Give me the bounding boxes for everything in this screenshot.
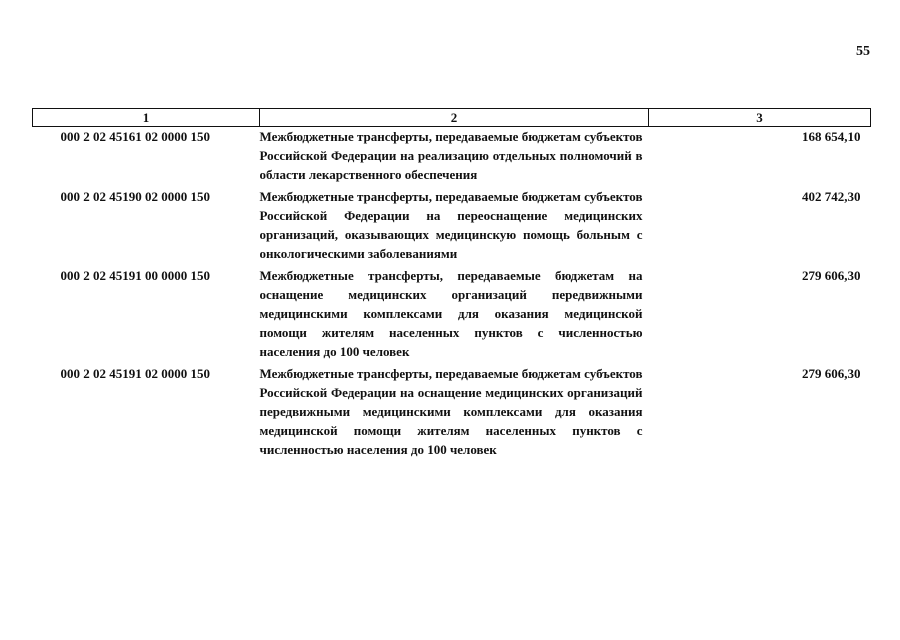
header-col-3: 3 [649, 109, 871, 127]
row-description [260, 187, 649, 266]
header-col-2: 2 [260, 109, 649, 127]
table-row [33, 266, 871, 364]
row-description [260, 364, 649, 462]
table-row [33, 364, 871, 462]
row-code: 000 2 02 45190 02 0000 150 [60, 189, 210, 204]
row-code: 000 2 02 45191 00 0000 150 [60, 268, 210, 283]
table-row [33, 127, 871, 188]
row-description-text: Межбюджетные трансферты, передаваемые бюджетам субъектов Российской Федерации на переоснащение медицинских организаций, оказывающих медицинскую помощь больным с онкологическими заболеваниями [259, 189, 643, 261]
row-description [260, 266, 649, 364]
table-body [33, 127, 871, 463]
row-amount: 279 606,30 [802, 268, 861, 283]
row-description-text: Межбюджетные трансферты, передаваемые бюджетам субъектов Российской Федерации на оснащение медицинских организаций передвижными медицинскими комплексами для оказания медицинской помощи жителям населенных пунктов с численностью населения до 100 человек [259, 366, 643, 457]
row-description-text: Межбюджетные трансферты, передаваемые бюджетам субъектов Российской Федерации на реализацию отдельных полномочий в области лекарственного обеспечения [259, 129, 643, 182]
table-row [33, 187, 871, 266]
row-amount: 402 742,30 [802, 189, 861, 204]
header-col-1: 1 [33, 109, 260, 127]
row-code: 000 2 02 45191 02 0000 150 [60, 366, 210, 381]
row-description [260, 127, 649, 188]
page-number: 55 [856, 44, 870, 59]
header-row [33, 109, 871, 127]
row-amount: 279 606,30 [802, 366, 861, 381]
row-amount: 168 654,10 [802, 129, 861, 144]
row-code: 000 2 02 45161 02 0000 150 [60, 129, 210, 144]
budget-table [32, 108, 871, 462]
table-header [33, 109, 871, 127]
row-description-text: Межбюджетные трансферты, передаваемые бюджетам на оснащение медицинских организаций передвижными медицинскими комплексами для оказания медицинской помощи жителям населенных пунктов с численностью населения до 100 человек [259, 268, 643, 359]
